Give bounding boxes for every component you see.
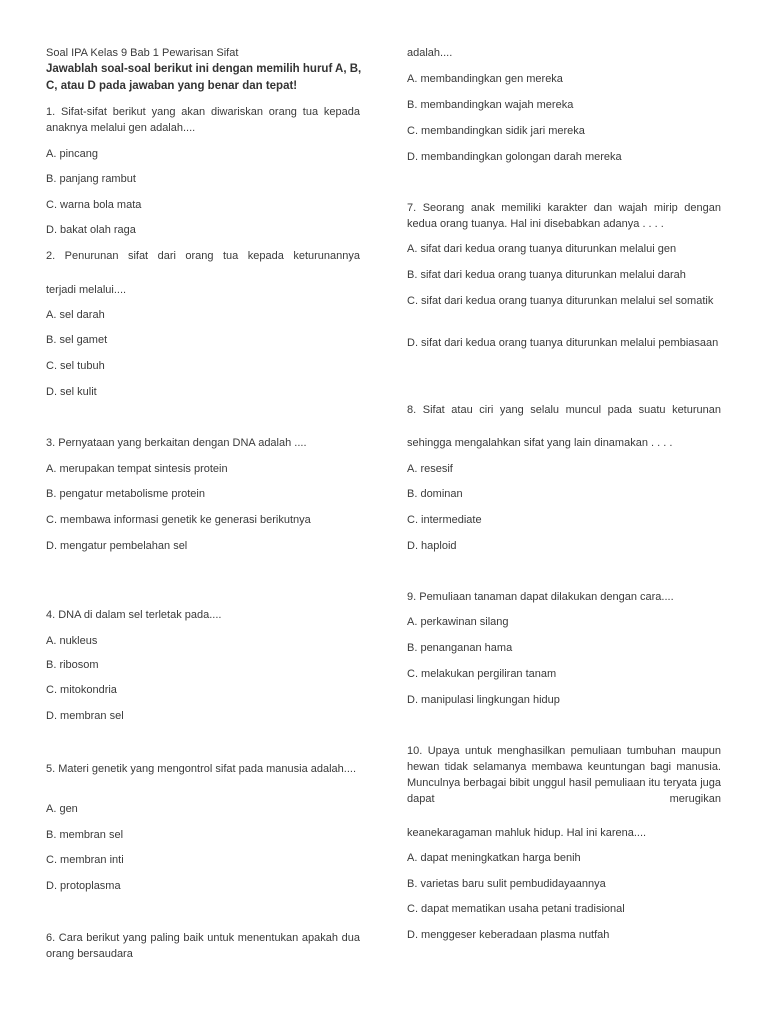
- question-1-option-b: B. panjang rambut: [46, 173, 136, 185]
- question-4-option-b: B. ribosom: [46, 659, 99, 671]
- document-title: Soal IPA Kelas 9 Bab 1 Pewarisan Sifat: [46, 47, 239, 59]
- question-6-option-c: C. membandingkan sidik jari mereka: [407, 125, 585, 137]
- question-8-option-b: B. dominan: [407, 488, 463, 500]
- question-4-stem: 4. DNA di dalam sel terletak pada....: [46, 609, 222, 621]
- question-1-option-d: D. bakat olah raga: [46, 224, 136, 236]
- question-1-stem: 1. Sifat-sifat berikut yang akan diwariskan orang tua kepada anaknya melalui gen adalah....: [46, 106, 360, 134]
- question-10-stem: 10. Upaya untuk menghasilkan pemuliaan tumbuhan maupun hewan tidak selamanya membawa keuntungan bagi manusia. Munculnya berbagai bibit unggul hasil pemuliaan itu teryata juga dapat merugikan: [407, 745, 721, 805]
- question-10-option-d: D. menggeser keberadaan plasma nutfah: [407, 929, 610, 941]
- question-6-option-a: A. membandingkan gen mereka: [407, 73, 563, 85]
- question-8-option-a: A. resesif: [407, 463, 453, 475]
- question-2-stem: 2. Penurunan sifat dari orang tua kepada keturunannya: [46, 250, 360, 262]
- question-3-option-b: B. pengatur metabolisme protein: [46, 488, 205, 500]
- question-10-stem-continued: keanekaragaman mahluk hidup. Hal ini karena....: [407, 827, 647, 839]
- question-4-option-c: C. mitokondria: [46, 684, 117, 696]
- question-10-option-c: C. dapat mematikan usaha petani tradisional: [407, 903, 625, 915]
- question-4-option-a: A. nukleus: [46, 635, 98, 647]
- question-7-option-d: D. sifat dari kedua orang tuanya diturunkan melalui pembiasaan: [407, 337, 719, 349]
- question-9-option-c: C. melakukan pergiliran tanam: [407, 668, 557, 680]
- question-9-option-a: A. perkawinan silang: [407, 616, 509, 628]
- question-2-option-d: D. sel kulit: [46, 386, 97, 398]
- question-5-option-c: C. membran inti: [46, 854, 124, 866]
- question-2-option-c: C. sel tubuh: [46, 360, 105, 372]
- question-6-option-d: D. membandingkan golongan darah mereka: [407, 151, 622, 163]
- question-8-stem: 8. Sifat atau ciri yang selalu muncul pada suatu keturunan: [407, 404, 721, 416]
- question-4-option-d: D. membran sel: [46, 710, 124, 722]
- instruction-text: Jawablah soal-soal berikut ini dengan memilih huruf A, B, C, atau D pada jawaban yang benar dan tepat!: [46, 63, 362, 92]
- question-6-stem-continued: adalah....: [407, 47, 453, 59]
- question-5-stem: 5. Materi genetik yang mengontrol sifat pada manusia adalah....: [46, 763, 357, 775]
- question-10-option-a: A. dapat meningkatkan harga benih: [407, 852, 581, 864]
- question-8-stem-continued: sehingga mengalahkan sifat yang lain dinamakan . . . .: [407, 437, 673, 449]
- question-3-option-a: A. merupakan tempat sintesis protein: [46, 463, 228, 475]
- question-1-option-c: C. warna bola mata: [46, 199, 142, 211]
- question-5-option-d: D. protoplasma: [46, 880, 121, 892]
- question-3-option-d: D. mengatur pembelahan sel: [46, 540, 188, 552]
- question-9-stem: 9. Pemuliaan tanaman dapat dilakukan dengan cara....: [407, 591, 674, 603]
- question-2-stem-continued: terjadi melalui....: [46, 284, 127, 296]
- question-9-option-b: B. penanganan hama: [407, 642, 513, 654]
- question-7-option-c: C. sifat dari kedua orang tuanya diturunkan melalui sel somatik: [407, 295, 714, 307]
- question-6-option-b: B. membandingkan wajah mereka: [407, 99, 574, 111]
- question-9-option-d: D. manipulasi lingkungan hidup: [407, 694, 560, 706]
- question-1-option-a: A. pincang: [46, 148, 98, 160]
- question-8-option-d: D. haploid: [407, 540, 457, 552]
- question-2-option-a: A. sel darah: [46, 309, 105, 321]
- question-7-stem: 7. Seorang anak memiliki karakter dan wajah mirip dengan kedua orang tuanya. Hal ini disebabkan adanya . . . .: [407, 202, 721, 230]
- question-5-option-a: A. gen: [46, 803, 78, 815]
- question-3-option-c: C. membawa informasi genetik ke generasi berikutnya: [46, 514, 311, 526]
- question-10-option-b: B. varietas baru sulit pembudidayaannya: [407, 878, 606, 890]
- question-7-option-a: A. sifat dari kedua orang tuanya diturunkan melalui gen: [407, 243, 677, 255]
- question-2-option-b: B. sel gamet: [46, 334, 108, 346]
- question-3-stem: 3. Pernyataan yang berkaitan dengan DNA adalah ....: [46, 437, 307, 449]
- question-6-stem: 6. Cara berikut yang paling baik untuk menentukan apakah dua orang bersaudara: [46, 932, 360, 960]
- question-8-option-c: C. intermediate: [407, 514, 482, 526]
- question-7-option-b: B. sifat dari kedua orang tuanya diturunkan melalui darah: [407, 269, 686, 281]
- question-5-option-b: B. membran sel: [46, 829, 124, 841]
